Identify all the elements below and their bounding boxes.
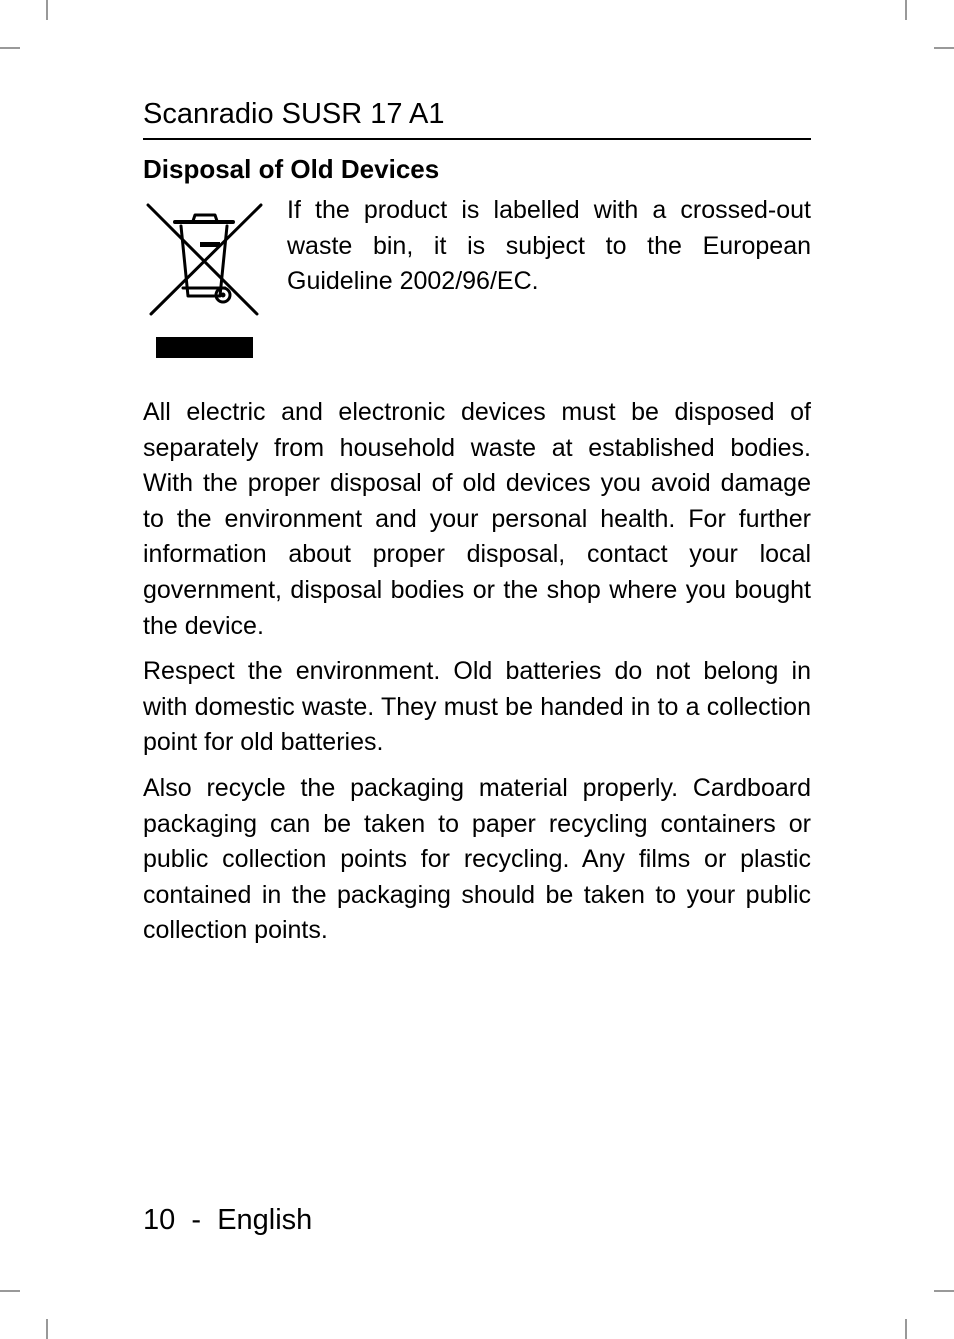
paragraph-packaging: Also recycle the packaging material properly. Cardboard packaging can be taken to paper recycling containers or public collection points for recycling. Any films or plastic contained in the packaging should be taken to your public collection points. bbox=[143, 773, 811, 945]
page-number: 10 bbox=[143, 1204, 176, 1236]
crossed-out-waste-bin-icon bbox=[145, 202, 265, 362]
crop-mark-top-right-h bbox=[934, 47, 954, 49]
body-text bbox=[143, 395, 811, 959]
section-title: Disposal of Old Devices bbox=[143, 154, 440, 184]
crop-mark-bottom-right bbox=[905, 1319, 907, 1339]
manual-title: Scanradio SUSR 17 A1 bbox=[143, 98, 445, 130]
page-footer bbox=[143, 1200, 312, 1240]
crop-mark-top-right bbox=[905, 0, 907, 20]
crop-mark-top-left-h bbox=[0, 47, 20, 49]
paragraph-batteries: Respect the environment. Old batteries do not belong in with domestic waste. They must be handed in to a collection point for old batteries. bbox=[143, 657, 811, 757]
crop-mark-bottom-left-h bbox=[0, 1290, 20, 1292]
crop-mark-bottom-left bbox=[46, 1319, 48, 1339]
intro-text: If the product is labelled with a crossed-out waste bin, it is subject to the European Guideline 2002/96/EC. bbox=[287, 196, 811, 296]
footer-language: English bbox=[217, 1204, 313, 1236]
crop-mark-top-left bbox=[46, 0, 48, 20]
page-header bbox=[143, 94, 811, 140]
footer-separator: - bbox=[191, 1204, 202, 1236]
paragraph-disposal: All electric and electronic devices must be disposed of separately from household waste at established bodies. With the proper disposal of old devices you avoid damage to the environment and your personal health. For further information about proper disposal, contact your local government, disposal bodies or the shop where you bought the device. bbox=[143, 398, 811, 640]
crop-mark-bottom-right-h bbox=[934, 1290, 954, 1292]
